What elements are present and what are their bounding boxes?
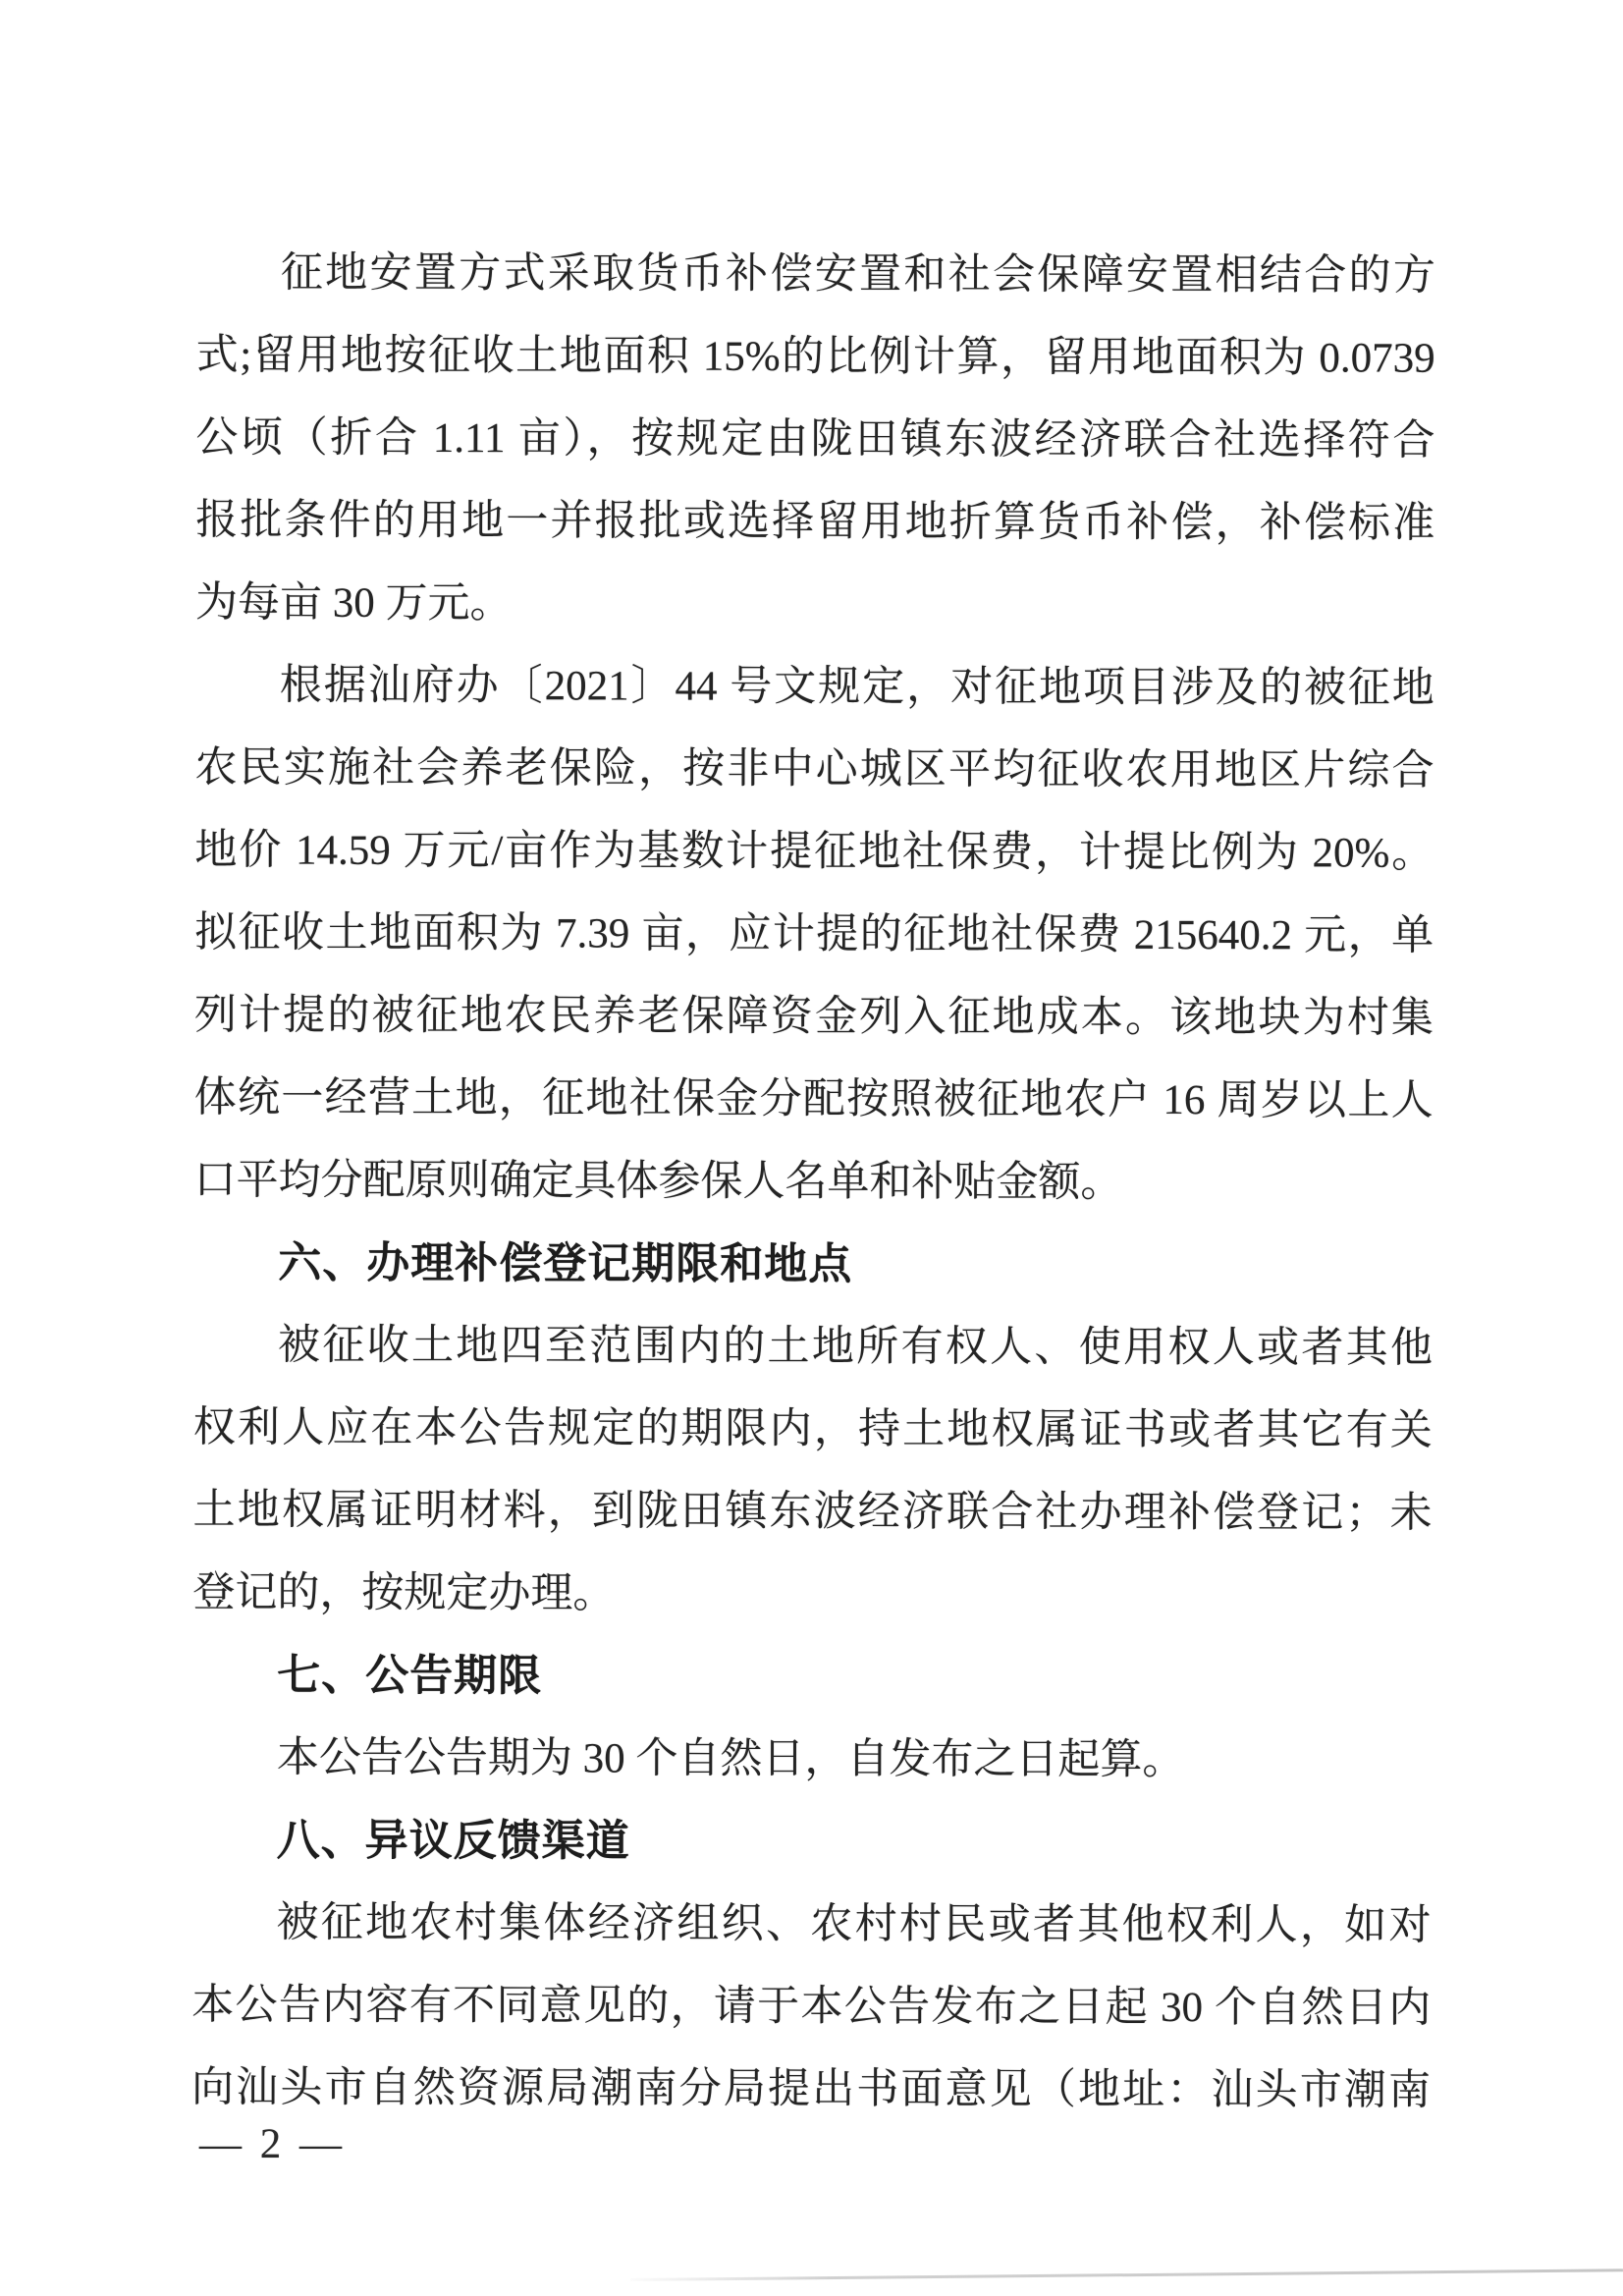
text-line: 列计提的被征地农民养老保障资金列入征地成本。该地块为村集 bbox=[193, 992, 1434, 1042]
text-line: 报批条件的用地一并报批或选择留用地折算货币补偿，补偿标准 bbox=[195, 497, 1435, 547]
text-line: 拟征收土地面积为 7.39 亩，应计提的征地社保费 215640.2 元，单 bbox=[194, 909, 1434, 959]
text-line: 式;留用地按征收土地面积 15%的比例计算，留用地面积为 0.0739 bbox=[195, 332, 1435, 382]
text-line: 公顷（折合 1.11 亩），按规定由陇田镇东波经济联合社选择符合 bbox=[195, 414, 1435, 465]
text-line: 本公告内容有不同意见的，请于本公告发布之日起 30 个自然日内 bbox=[191, 1982, 1432, 2032]
text-line: 征地安置方式采取货币补偿安置和社会保障安置相结合的方 bbox=[280, 249, 1435, 300]
text-line: 被征收土地四至范围内的土地所有权人、使用权人或者其他 bbox=[277, 1322, 1434, 1372]
scan-edge-artifact bbox=[630, 2269, 1623, 2281]
text-line: 被征地农村集体经济组织、农村村民或者其他权利人，如对 bbox=[276, 1899, 1432, 1949]
text-line: 权利人应在本公告规定的期限内，持土地权属证书或者其它有关 bbox=[192, 1404, 1433, 1454]
text-line: 农民实施社会养老保险，按非中心城区平均征收农用地区片综合 bbox=[194, 744, 1434, 794]
page-number: — 2 — bbox=[199, 2121, 346, 2167]
text-line: 地价 14.59 万元/亩作为基数计提征地社保费，计提比例为 20%。 bbox=[194, 827, 1434, 877]
notice-body bbox=[191, 232, 1435, 2132]
text-line: 登记的，按规定办理。 bbox=[192, 1569, 616, 1617]
text-line: 为每亩 30 万元。 bbox=[194, 579, 513, 628]
section-seven-heading: 七、公告期限 bbox=[277, 1651, 543, 1701]
section-six-heading: 六、办理补偿登记期限和地点 bbox=[278, 1238, 853, 1289]
section-eight-heading: 八、异议反馈渠道 bbox=[276, 1816, 630, 1866]
text-line: 土地权属证明材料，到陇田镇东波经济联合社办理补偿登记；未 bbox=[192, 1487, 1433, 1537]
text-line: 本公告公告期为 30 个自然日，自发布之日起算。 bbox=[276, 1734, 1185, 1783]
text-line: 向汕头市自然资源局潮南分局提出书面意见（地址：汕头市潮南 bbox=[190, 2064, 1432, 2114]
text-line: 口平均分配原则确定具体参保人名单和补贴金额。 bbox=[193, 1157, 1123, 1206]
text-line: 体统一经营土地，征地社保金分配按照被征地农户 16 周岁以上人 bbox=[193, 1074, 1434, 1124]
text-line: 根据汕府办〔2021〕44 号文规定，对征地项目涉及的被征地 bbox=[279, 662, 1434, 712]
